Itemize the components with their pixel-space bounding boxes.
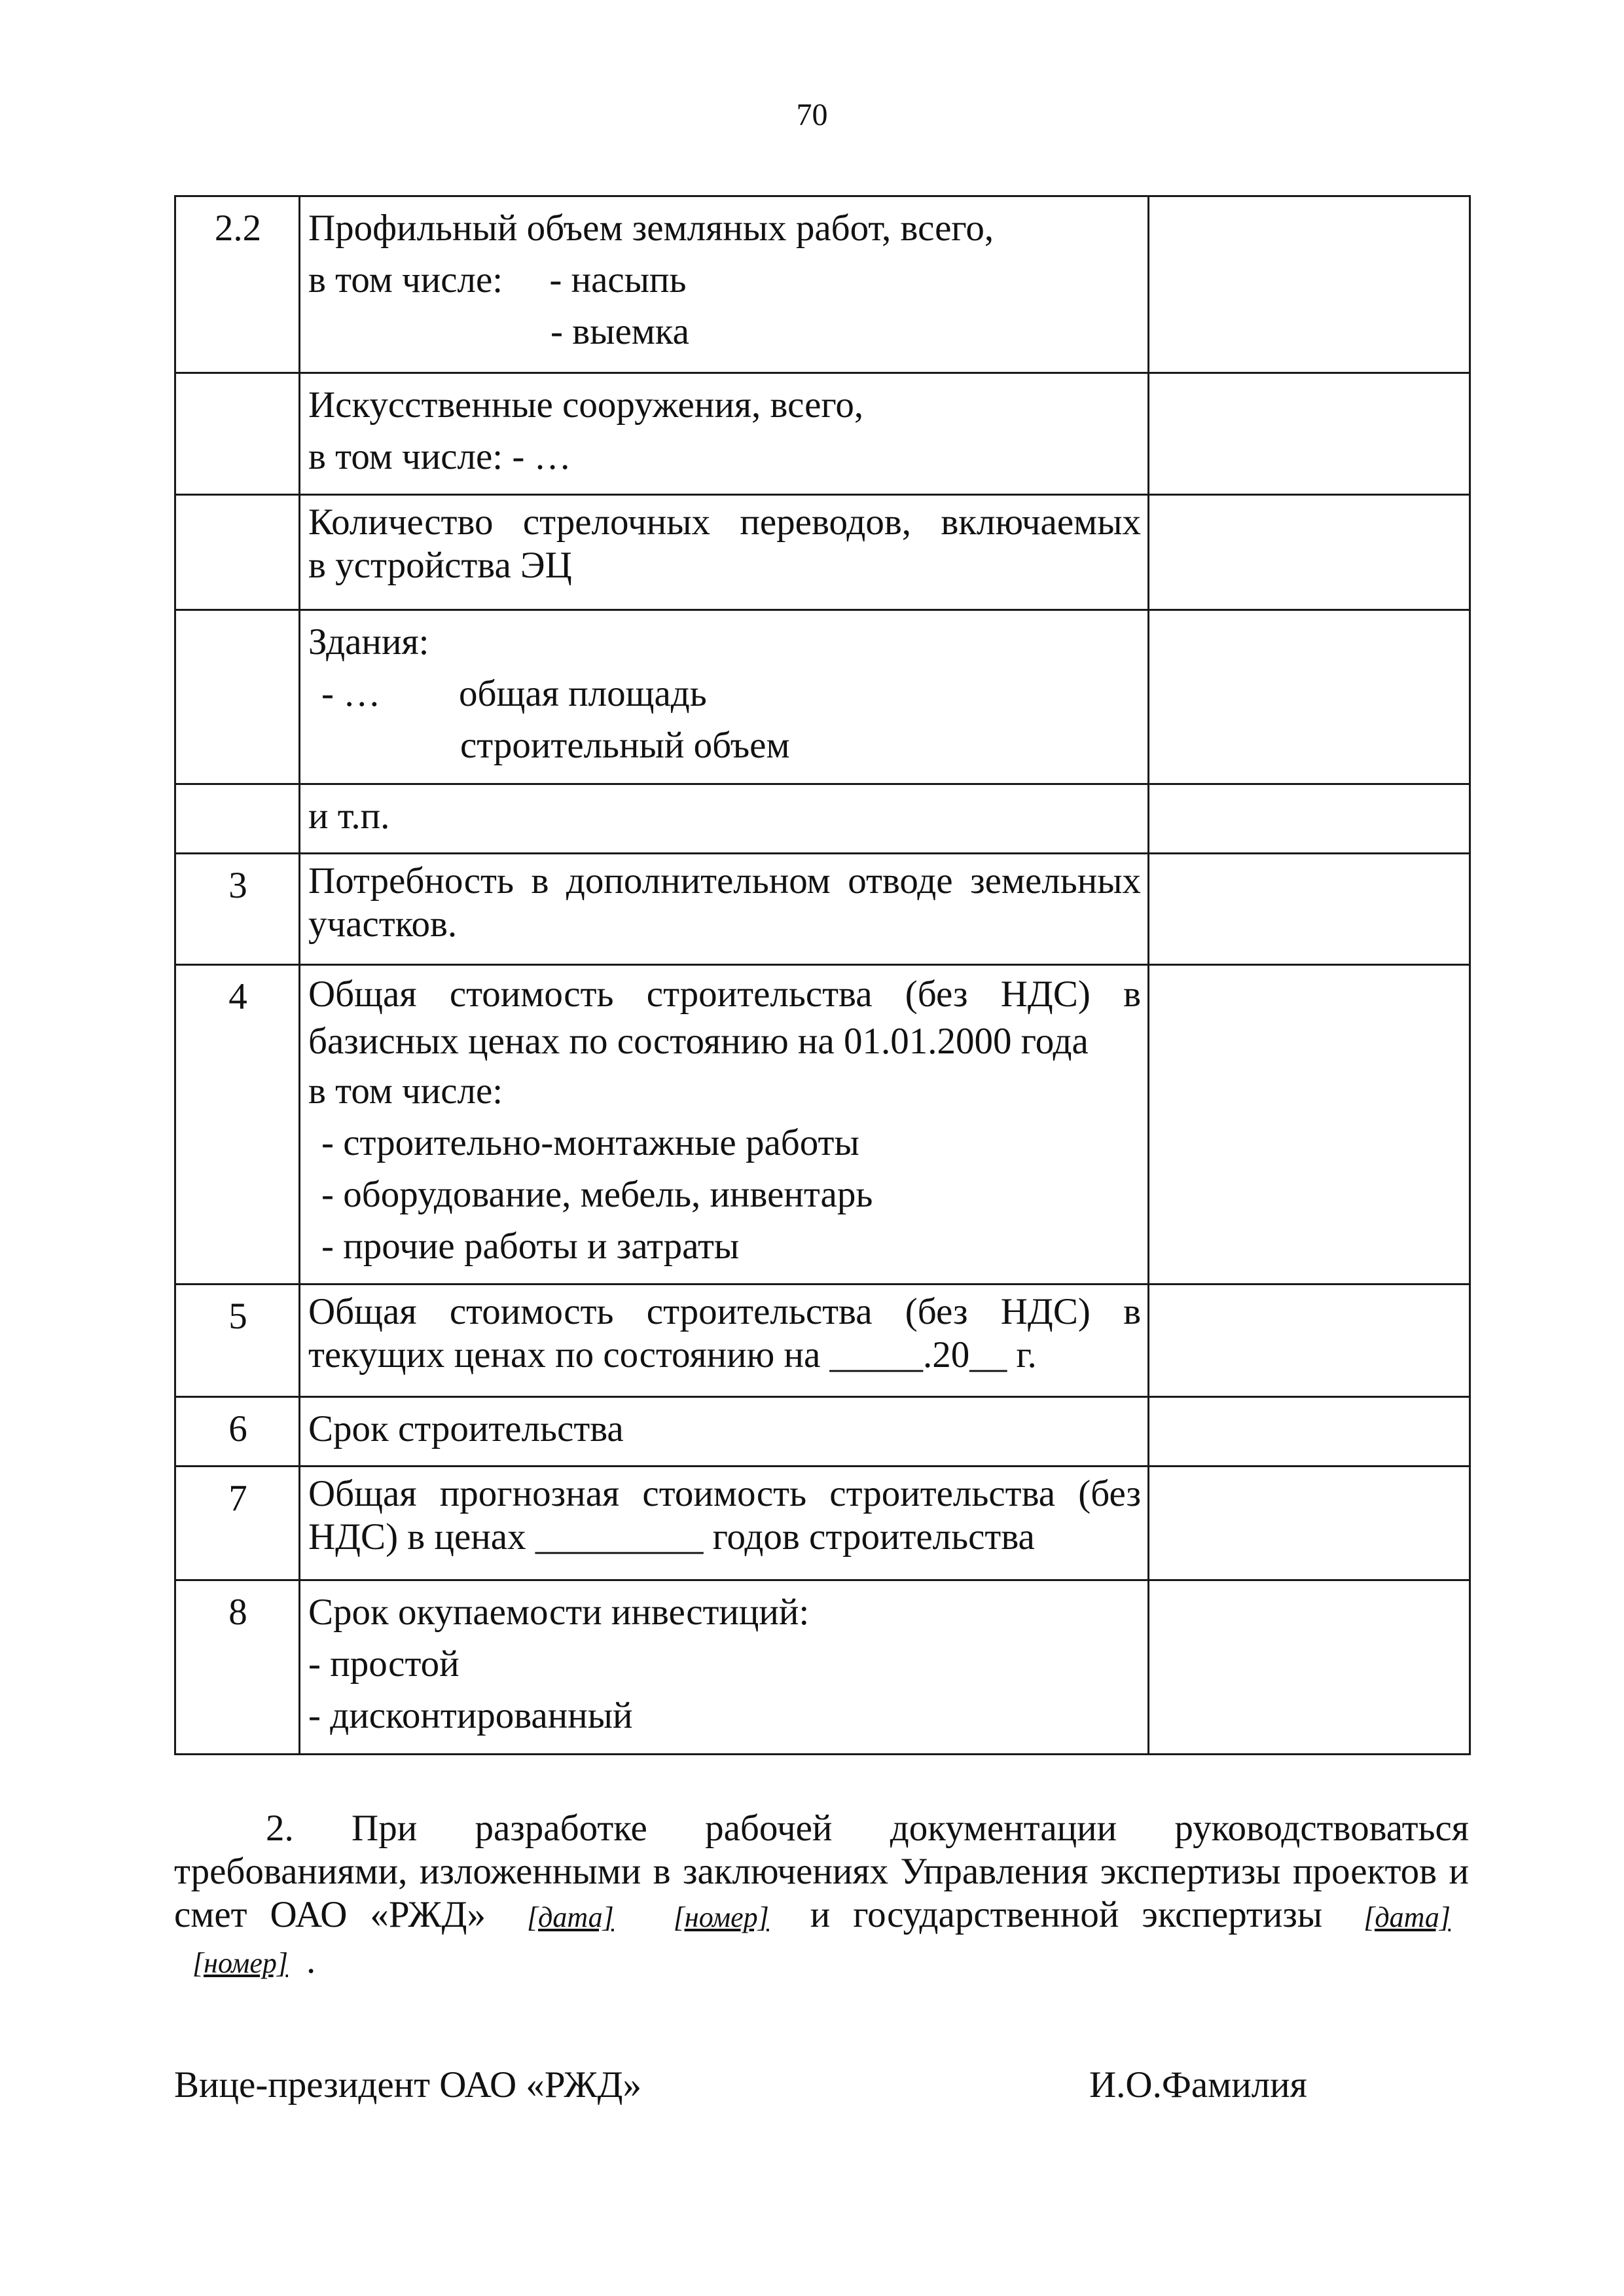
line: в том числе: <box>308 1070 503 1112</box>
row-value <box>1149 1580 1470 1755</box>
line: и т.п. <box>308 795 390 837</box>
line: - выемка <box>550 311 689 352</box>
line <box>308 254 1141 306</box>
row-description <box>300 196 1149 373</box>
signatory-position: Вице-президент ОАО «РЖД» <box>174 2064 642 2105</box>
row-description <box>300 965 1149 1285</box>
line-part: в том числе: <box>308 259 503 301</box>
row-value <box>1149 610 1470 784</box>
line-part: общая площадь <box>459 673 707 714</box>
table-row <box>175 1285 1470 1397</box>
row-description <box>300 1580 1149 1755</box>
number-placeholder: [номер] <box>673 1901 769 1933</box>
row-description <box>300 495 1149 610</box>
row-value <box>1149 196 1470 373</box>
row-description <box>300 373 1149 495</box>
paragraph-part: и государственной экспертизы <box>810 1894 1323 1935</box>
row-value <box>1149 965 1470 1285</box>
row-description <box>300 1397 1149 1467</box>
row-number: 7 <box>175 1467 300 1580</box>
line: Срок строительства <box>308 1408 624 1449</box>
row-value <box>1149 854 1470 965</box>
line: строительный объем <box>460 725 790 766</box>
table-row <box>175 196 1470 373</box>
row-description <box>300 854 1149 965</box>
table-row <box>175 1467 1470 1580</box>
line: Количество стрелочных переводов, включаемых <box>308 501 1141 543</box>
line: Здания: <box>308 621 429 663</box>
table-row <box>175 610 1470 784</box>
date-placeholder: [дата] <box>526 1901 614 1933</box>
paragraph-part: 2. При разработке рабочей документации руководствоваться требованиями, изложенными в заключениях Управления экспертизы проектов и смет ОАО «РЖД» <box>174 1808 1469 1935</box>
row-number <box>175 784 300 854</box>
paragraph-end: . <box>306 1940 316 1981</box>
table-row <box>175 965 1470 1285</box>
row-number: 6 <box>175 1397 300 1467</box>
paragraph-text <box>174 1807 1469 1985</box>
row-value <box>1149 373 1470 495</box>
line: Профильный объем земляных работ, всего, <box>308 208 994 249</box>
row-number: 8 <box>175 1580 300 1755</box>
line: в устройства ЭЦ <box>308 545 572 586</box>
row-value <box>1149 495 1470 610</box>
row-description <box>300 1467 1149 1580</box>
row-value <box>1149 1285 1470 1397</box>
row-description <box>300 1285 1149 1397</box>
row-description <box>300 610 1149 784</box>
page-number: 70 <box>796 98 828 132</box>
row-number: 5 <box>175 1285 300 1397</box>
table-row <box>175 1580 1470 1755</box>
row-value <box>1149 1467 1470 1580</box>
line: Срок окупаемости инвестиций: <box>308 1592 810 1633</box>
table-row <box>175 784 1470 854</box>
number-placeholder: [номер] <box>192 1947 289 1979</box>
line: Искусственные сооружения, всего, <box>308 384 864 426</box>
line-part: - … <box>321 673 381 714</box>
row-value <box>1149 1397 1470 1467</box>
table-row <box>175 495 1470 610</box>
line: Общая стоимость строительства (без НДС) в текущих ценах по состоянию на _____.20__ г. <box>308 1291 1141 1376</box>
list-item: - строительно-монтажные работы <box>321 1122 859 1163</box>
row-description <box>300 784 1149 854</box>
date-placeholder: [дата] <box>1363 1901 1451 1933</box>
line: - простой <box>308 1643 460 1685</box>
list-item: - оборудование, мебель, инвентарь <box>321 1174 873 1215</box>
line: Общая прогнозная стоимость строительства (без НДС) в ценах _________ годов строительства <box>308 1473 1141 1558</box>
table-row <box>175 1397 1470 1467</box>
line-part: - насыпь <box>549 259 687 301</box>
row-number: 3 <box>175 854 300 965</box>
row-value <box>1149 784 1470 854</box>
line: Потребность в дополнительном отводе земельных участков. <box>308 860 1141 945</box>
instruction-paragraph <box>174 1807 1469 1985</box>
table-row <box>175 854 1470 965</box>
table-row <box>175 373 1470 495</box>
line <box>308 668 1141 720</box>
line: - дисконтированный <box>308 1695 633 1736</box>
row-number: 4 <box>175 965 300 1285</box>
line: Общая стоимость строительства (без НДС) в базисных ценах по состоянию на 01.01.2000 года <box>308 974 1141 1062</box>
list-item: - прочие работы и затраты <box>321 1226 740 1267</box>
row-number <box>175 610 300 784</box>
row-number: 2.2 <box>175 196 300 373</box>
row-number <box>175 373 300 495</box>
signatory-name: И.О.Фамилия <box>1089 2064 1307 2105</box>
line: в том числе: - … <box>308 436 571 477</box>
row-number <box>175 495 300 610</box>
indicators-table <box>174 195 1471 1755</box>
